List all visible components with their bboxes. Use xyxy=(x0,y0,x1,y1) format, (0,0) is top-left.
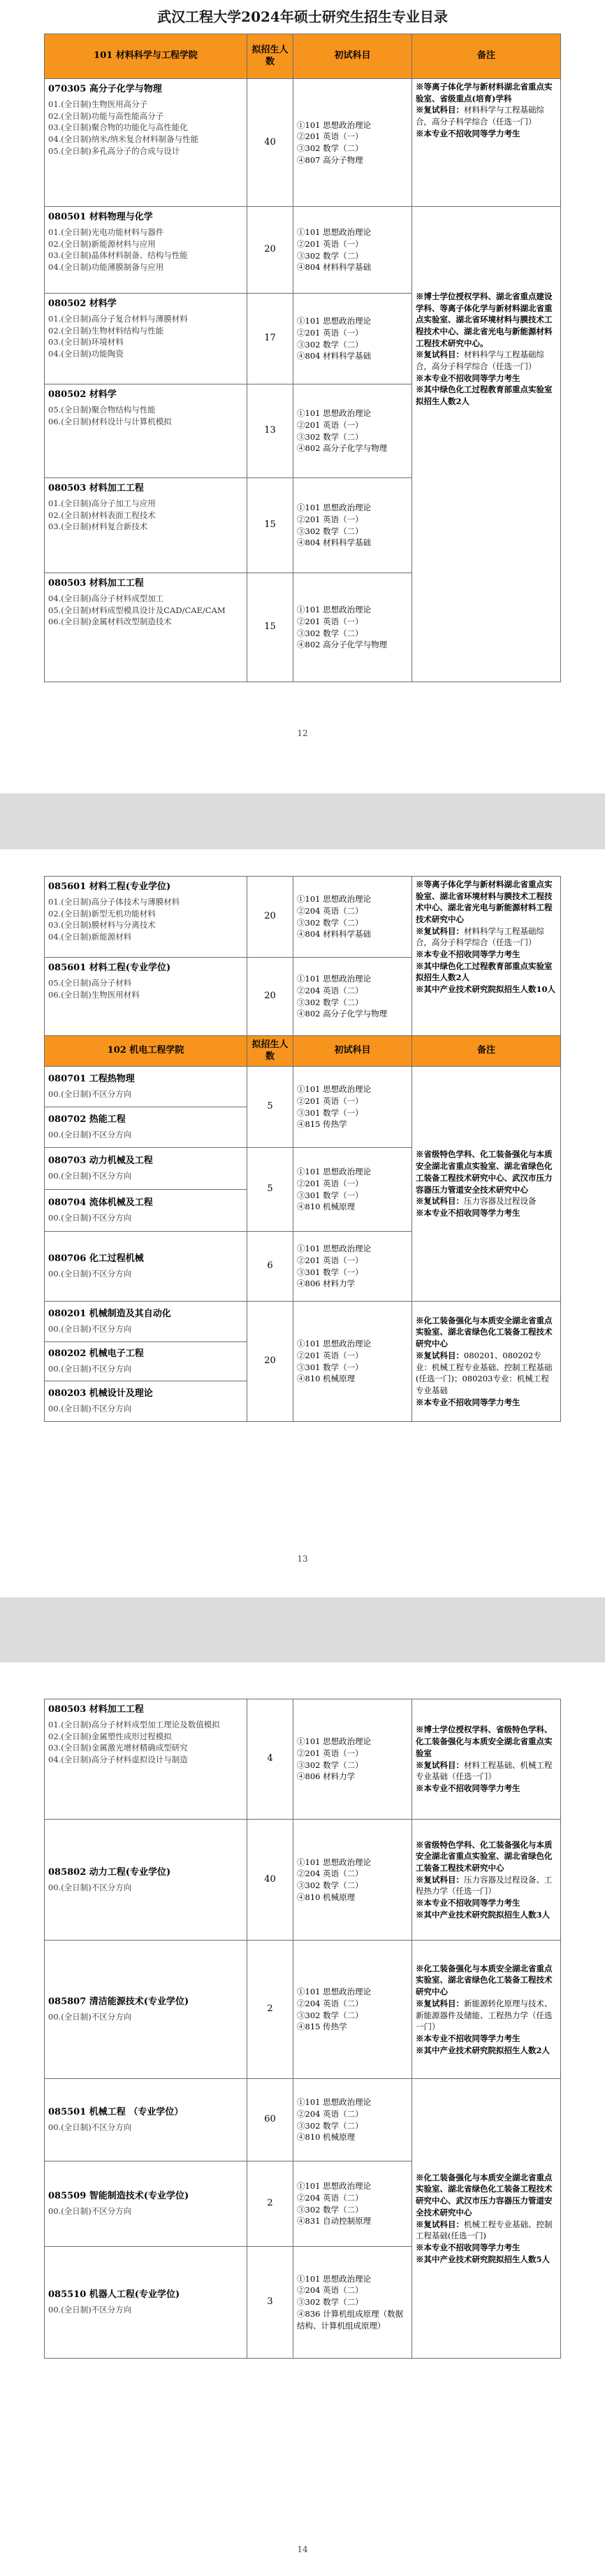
major-cell: 085601 材料工程(专业学位) 01.(全日制)高分子体技术与薄膜材料 02.(全日制)新型无机功能材料 03.(全日制)膜材料与分离技术 04.(全日制)新能源材料 xyxy=(45,877,247,958)
table-row xyxy=(45,207,561,294)
exam-subjects: ①101 思想政治理论 ②201 英语（一） ③302 数学（二） ④804 材料科学基础 xyxy=(293,478,412,573)
major-cell: 080706 化工过程机械 00.(全日制)不区分方向 xyxy=(45,1232,247,1302)
remark-cell: ※化工装备强化与本质安全湖北省重点实验室、湖北省绿色化工装备工程技术研究中心 ※复试科目：新能源转化原理与技术、新能源器件及储能、工程热力学（任选一门） ※本专业不招收同等学力考生 ※其中产业技术研究院拟招生人数2人 xyxy=(412,1941,561,2079)
remark-cell: ※省级特色学科、化工装备强化与本质安全湖北省重点实验室、湖北省绿色化工装备工程技术研究中心 ※复试科目：压力容器及过程设备、工程热力学（任选一门） ※本专业不招收同等学力考生 ※其中产业技术研究院拟招生人数3人 xyxy=(412,1820,561,1941)
major-cell: 070305 高分子化学与物理 01.(全日制)生物医用高分子 02.(全日制)功能与高性能高分子 03.(全日制)聚合物的功能化与高性能化 04.(全日制)纳米/纳米复合材料制备与性能 05.(全日制)多孔高分子的合成与设计 xyxy=(45,79,247,207)
major-cell: 080203 机械设计及理论 00.(全日制)不区分方向 xyxy=(45,1381,247,1422)
table-header-row xyxy=(45,1036,561,1067)
quota-value: 13 xyxy=(247,384,293,478)
exam-subjects: ①101 思想政治理论 ②204 英语（二） ③302 数学（二） ④810 机械原理 xyxy=(293,2079,412,2161)
quota-value: 20 xyxy=(247,207,293,294)
major-cell: 085501 机械工程 （专业学位） 00.(全日制)不区分方向 xyxy=(45,2079,247,2161)
document-page-1 xyxy=(0,0,605,793)
college-name: 101 材料科学与工程学院 xyxy=(45,34,247,79)
document-page-2 xyxy=(0,849,605,1597)
major-cell: 080501 材料物理与化学 01.(全日制)光电功能材料与器件 02.(全日制)新能源材料与应用 03.(全日制)晶体材料制备、结构与性能 04.(全日制)功能薄膜制备与应用 xyxy=(45,207,247,294)
table-header-row xyxy=(45,34,561,79)
quota-value: 6 xyxy=(247,1232,293,1302)
exam-subjects: ①101 思想政治理论 ②201 英语（一） ③301 数学（一） ④815 传热学 xyxy=(293,1067,412,1148)
major-cell: 080704 流体机械及工程 00.(全日制)不区分方向 xyxy=(45,1190,247,1232)
table-row xyxy=(45,1820,561,1941)
table-row xyxy=(45,1941,561,2079)
quota-value: 20 xyxy=(247,1302,293,1422)
quota-value: 15 xyxy=(247,573,293,682)
remark-header: 备注 xyxy=(412,34,561,79)
exam-subjects: ①101 思想政治理论 ②204 英语（二） ③302 数学（二） ④831 自动控制原理 xyxy=(293,2161,412,2247)
quota-value: 40 xyxy=(247,1820,293,1941)
table-row xyxy=(45,79,561,207)
exam-subjects: ①101 思想政治理论 ②204 英语（二） ③302 数学（二） ④802 高分子化学与物理 xyxy=(293,958,412,1036)
exam-subjects: ①101 思想政治理论 ②201 英语（一） ③302 数学（二） ④802 高分子化学与物理 xyxy=(293,384,412,478)
quota-header: 拟招生人数 xyxy=(247,1036,293,1067)
table-row xyxy=(45,1699,561,1820)
major-cell: 085807 清洁能源技术(专业学位) 00.(全日制)不区分方向 xyxy=(45,1941,247,2079)
major-cell: 080503 材料加工工程 01.(全日制)高分子加工与应用 02.(全日制)材料表面工程技术 03.(全日制)材料复合新技术 xyxy=(45,478,247,573)
table-row xyxy=(45,2079,561,2161)
quota-value: 40 xyxy=(247,79,293,207)
document-title: 武汉工程大学2024年硕士研究生招生专业目录 xyxy=(157,8,448,25)
table-row xyxy=(45,1302,561,1342)
exam-subjects: ①101 思想政治理论 ②201 英语（一） ③301 数学（一） ④810 机械原理 xyxy=(293,1302,412,1422)
quota-value: 5 xyxy=(247,1148,293,1232)
college-name: 102 机电工程学院 xyxy=(45,1036,247,1067)
document-page-3 xyxy=(0,1662,605,2576)
major-cell: 080503 材料加工工程 04.(全日制)高分子材料成型加工 05.(全日制)材料成型模具设计及CAD/CAE/CAM 06.(全日制)金属材料改型制造技术 xyxy=(45,573,247,682)
major-cell: 080503 材料加工工程 01.(全日制)高分子材料成型加工理论及数值模拟 02.(全日制)金属塑性成形过程模拟 03.(全日制)金属激光增材精确成型研究 04.(全日制)高分子材料虚拟设计与制造 xyxy=(45,1699,247,1820)
major-cell: 085509 智能制造技术(专业学位) 00.(全日制)不区分方向 xyxy=(45,2161,247,2247)
quota-value: 2 xyxy=(247,2161,293,2247)
remark-cell: ※博士学位授权学科、湖北省重点建设学科、等离子体化学与新材料湖北省重点实验室、湖北省环境材料与膜技术工程技术中心、湖北省光电与新能源材料工程技术研究中心。 ※复试科目：材料科学与工程基础综合，高分子科学综合（任选一门） ※本专业不招收同等学力考生 ※其中绿色化工过程教育部重点实验室拟招生人数2人 xyxy=(412,207,561,682)
quota-value: 20 xyxy=(247,877,293,958)
page-number: 14 xyxy=(297,2545,308,2554)
exam-subjects: ①101 思想政治理论 ②201 英语（一） ③302 数学（二） ④804 材料科学基础 xyxy=(293,207,412,294)
quota-value: 2 xyxy=(247,1941,293,2079)
quota-value: 4 xyxy=(247,1699,293,1820)
quota-value: 60 xyxy=(247,2079,293,2161)
major-cell: 085601 材料工程(专业学位) 05.(全日制)高分子材料 06.(全日制)生物医用材料 xyxy=(45,958,247,1036)
catalog-table-page-1 xyxy=(44,34,561,682)
major-cell: 080202 机械电子工程 00.(全日制)不区分方向 xyxy=(45,1342,247,1381)
major-cell: 080703 动力机械及工程 00.(全日制)不区分方向 xyxy=(45,1148,247,1190)
major-cell: 080502 材料学 01.(全日制)高分子复合材料与薄膜材料 02.(全日制)生物材料结构与性能 03.(全日制)环境材料 04.(全日制)功能陶瓷 xyxy=(45,294,247,384)
remark-cell: ※省级特色学科、化工装备强化与本质安全湖北省重点实验室、湖北省绿色化工装备工程技术研究中心、武汉市压力容器压力管道安全技术研究中心 ※复试科目：压力容器及过程设备 ※本专业不招收同等学力考生 xyxy=(412,1067,561,1302)
exam-subjects: ①101 思想政治理论 ②204 英语（二） ③302 数学（二） ④804 材料科学基础 xyxy=(293,877,412,958)
remark-cell: ※化工装备强化与本质安全湖北省重点实验室、湖北省绿色化工装备工程技术研究中心 ※复试科目：080201、080202专业：机械工程专业基础、控制工程基础(任选一门)；080203专业：机械工程专业基础 ※本专业不招收同等学力考生 xyxy=(412,1302,561,1422)
major-cell: 085510 机器人工程(专业学位) 00.(全日制)不区分方向 xyxy=(45,2247,247,2359)
major-cell: 080702 热能工程 00.(全日制)不区分方向 xyxy=(45,1107,247,1148)
exam-subjects: ①101 思想政治理论 ②201 英语（一） ③302 数学（二） ④806 材料力学 xyxy=(293,1699,412,1820)
major-cell: 080701 工程热物理 00.(全日制)不区分方向 xyxy=(45,1067,247,1107)
remark-cell: ※博士学位授权学科、省级特色学科、化工装备强化与本质安全湖北省重点实验室 ※复试科目：材料工程基础、机械工程专业基础（任选一门） ※本专业不招收同等学力考生 xyxy=(412,1699,561,1820)
quota-value: 5 xyxy=(247,1067,293,1148)
exam-subjects: ①101 思想政治理论 ②201 英语（一） ③302 数学（二） ④804 材料科学基础 xyxy=(293,294,412,384)
remark-cell: ※等离子体化学与新材料湖北省重点实验室、湖北省环境材料与膜技术工程技术中心、湖北省光电与新能源材料工程技术研究中心 ※复试科目：材料科学与工程基础综合，高分子科学综合（任选一门） ※本专业不招收同等学力考生 ※其中绿色化工过程教育部重点实验室拟招生人数2人 ※其中产业技术研究院拟招生人数10人 xyxy=(412,877,561,1036)
page-number: 12 xyxy=(297,728,308,738)
exam-subjects: ①101 思想政治理论 ②201 英语（一） ③301 数学（一） ④810 机械原理 xyxy=(293,1148,412,1232)
quota-value: 20 xyxy=(247,958,293,1036)
table-row xyxy=(45,877,561,958)
table-row xyxy=(45,1067,561,1107)
major-cell: 080502 材料学 05.(全日制)聚合物结构与性能 06.(全日制)材料设计与计算机模拟 xyxy=(45,384,247,478)
remark-header: 备注 xyxy=(412,1036,561,1067)
exam-subjects: ①101 思想政治理论 ②201 英语（一） ③302 数学（二） ④807 高分子物理 xyxy=(293,79,412,207)
major-cell: 080201 机械制造及其自动化 00.(全日制)不区分方向 xyxy=(45,1302,247,1342)
page-number: 13 xyxy=(297,1554,308,1564)
exam-subjects: ①101 思想政治理论 ②204 英语（二） ③302 数学（二） ④815 传热学 xyxy=(293,1941,412,2079)
exam-header: 初试科目 xyxy=(293,34,412,79)
quota-value: 15 xyxy=(247,478,293,573)
exam-subjects: ①101 思想政治理论 ②204 英语（二） ③302 数学（二） ④810 机械原理 xyxy=(293,1820,412,1941)
quota-value: 17 xyxy=(247,294,293,384)
exam-header: 初试科目 xyxy=(293,1036,412,1067)
remark-cell: ※化工装备强化与本质安全湖北省重点实验室、湖北省绿色化工装备工程技术研究中心、武汉市压力容器压力管道安全技术研究中心 ※复试科目：机械工程专业基础、控制工程基础(任选一门) ※本专业不招收同等学力考生 ※其中产业技术研究院拟招生人数5人 xyxy=(412,2079,561,2359)
exam-subjects: ①101 思想政治理论 ②204 英语（二） ③302 数学（二） ④836 计算机组成原理（数据结构、计算机组成原理） xyxy=(293,2247,412,2359)
quota-value: 3 xyxy=(247,2247,293,2359)
catalog-table-page-2 xyxy=(44,876,561,1422)
exam-subjects: ①101 思想政治理论 ②201 英语（一） ③302 数学（二） ④802 高分子化学与物理 xyxy=(293,573,412,682)
major-cell: 085802 动力工程(专业学位) 00.(全日制)不区分方向 xyxy=(45,1820,247,1941)
catalog-table-page-3 xyxy=(44,1699,561,2359)
exam-subjects: ①101 思想政治理论 ②201 英语（一） ③301 数学（一） ④806 材料力学 xyxy=(293,1232,412,1302)
remark-cell: ※等离子体化学与新材料湖北省重点实验室、省级重点(培育)学科 ※复试科目：材料科学与工程基础综合，高分子科学综合（任选一门） ※本专业不招收同等学力考生 xyxy=(412,79,561,207)
quota-header: 拟招生人数 xyxy=(247,34,293,79)
